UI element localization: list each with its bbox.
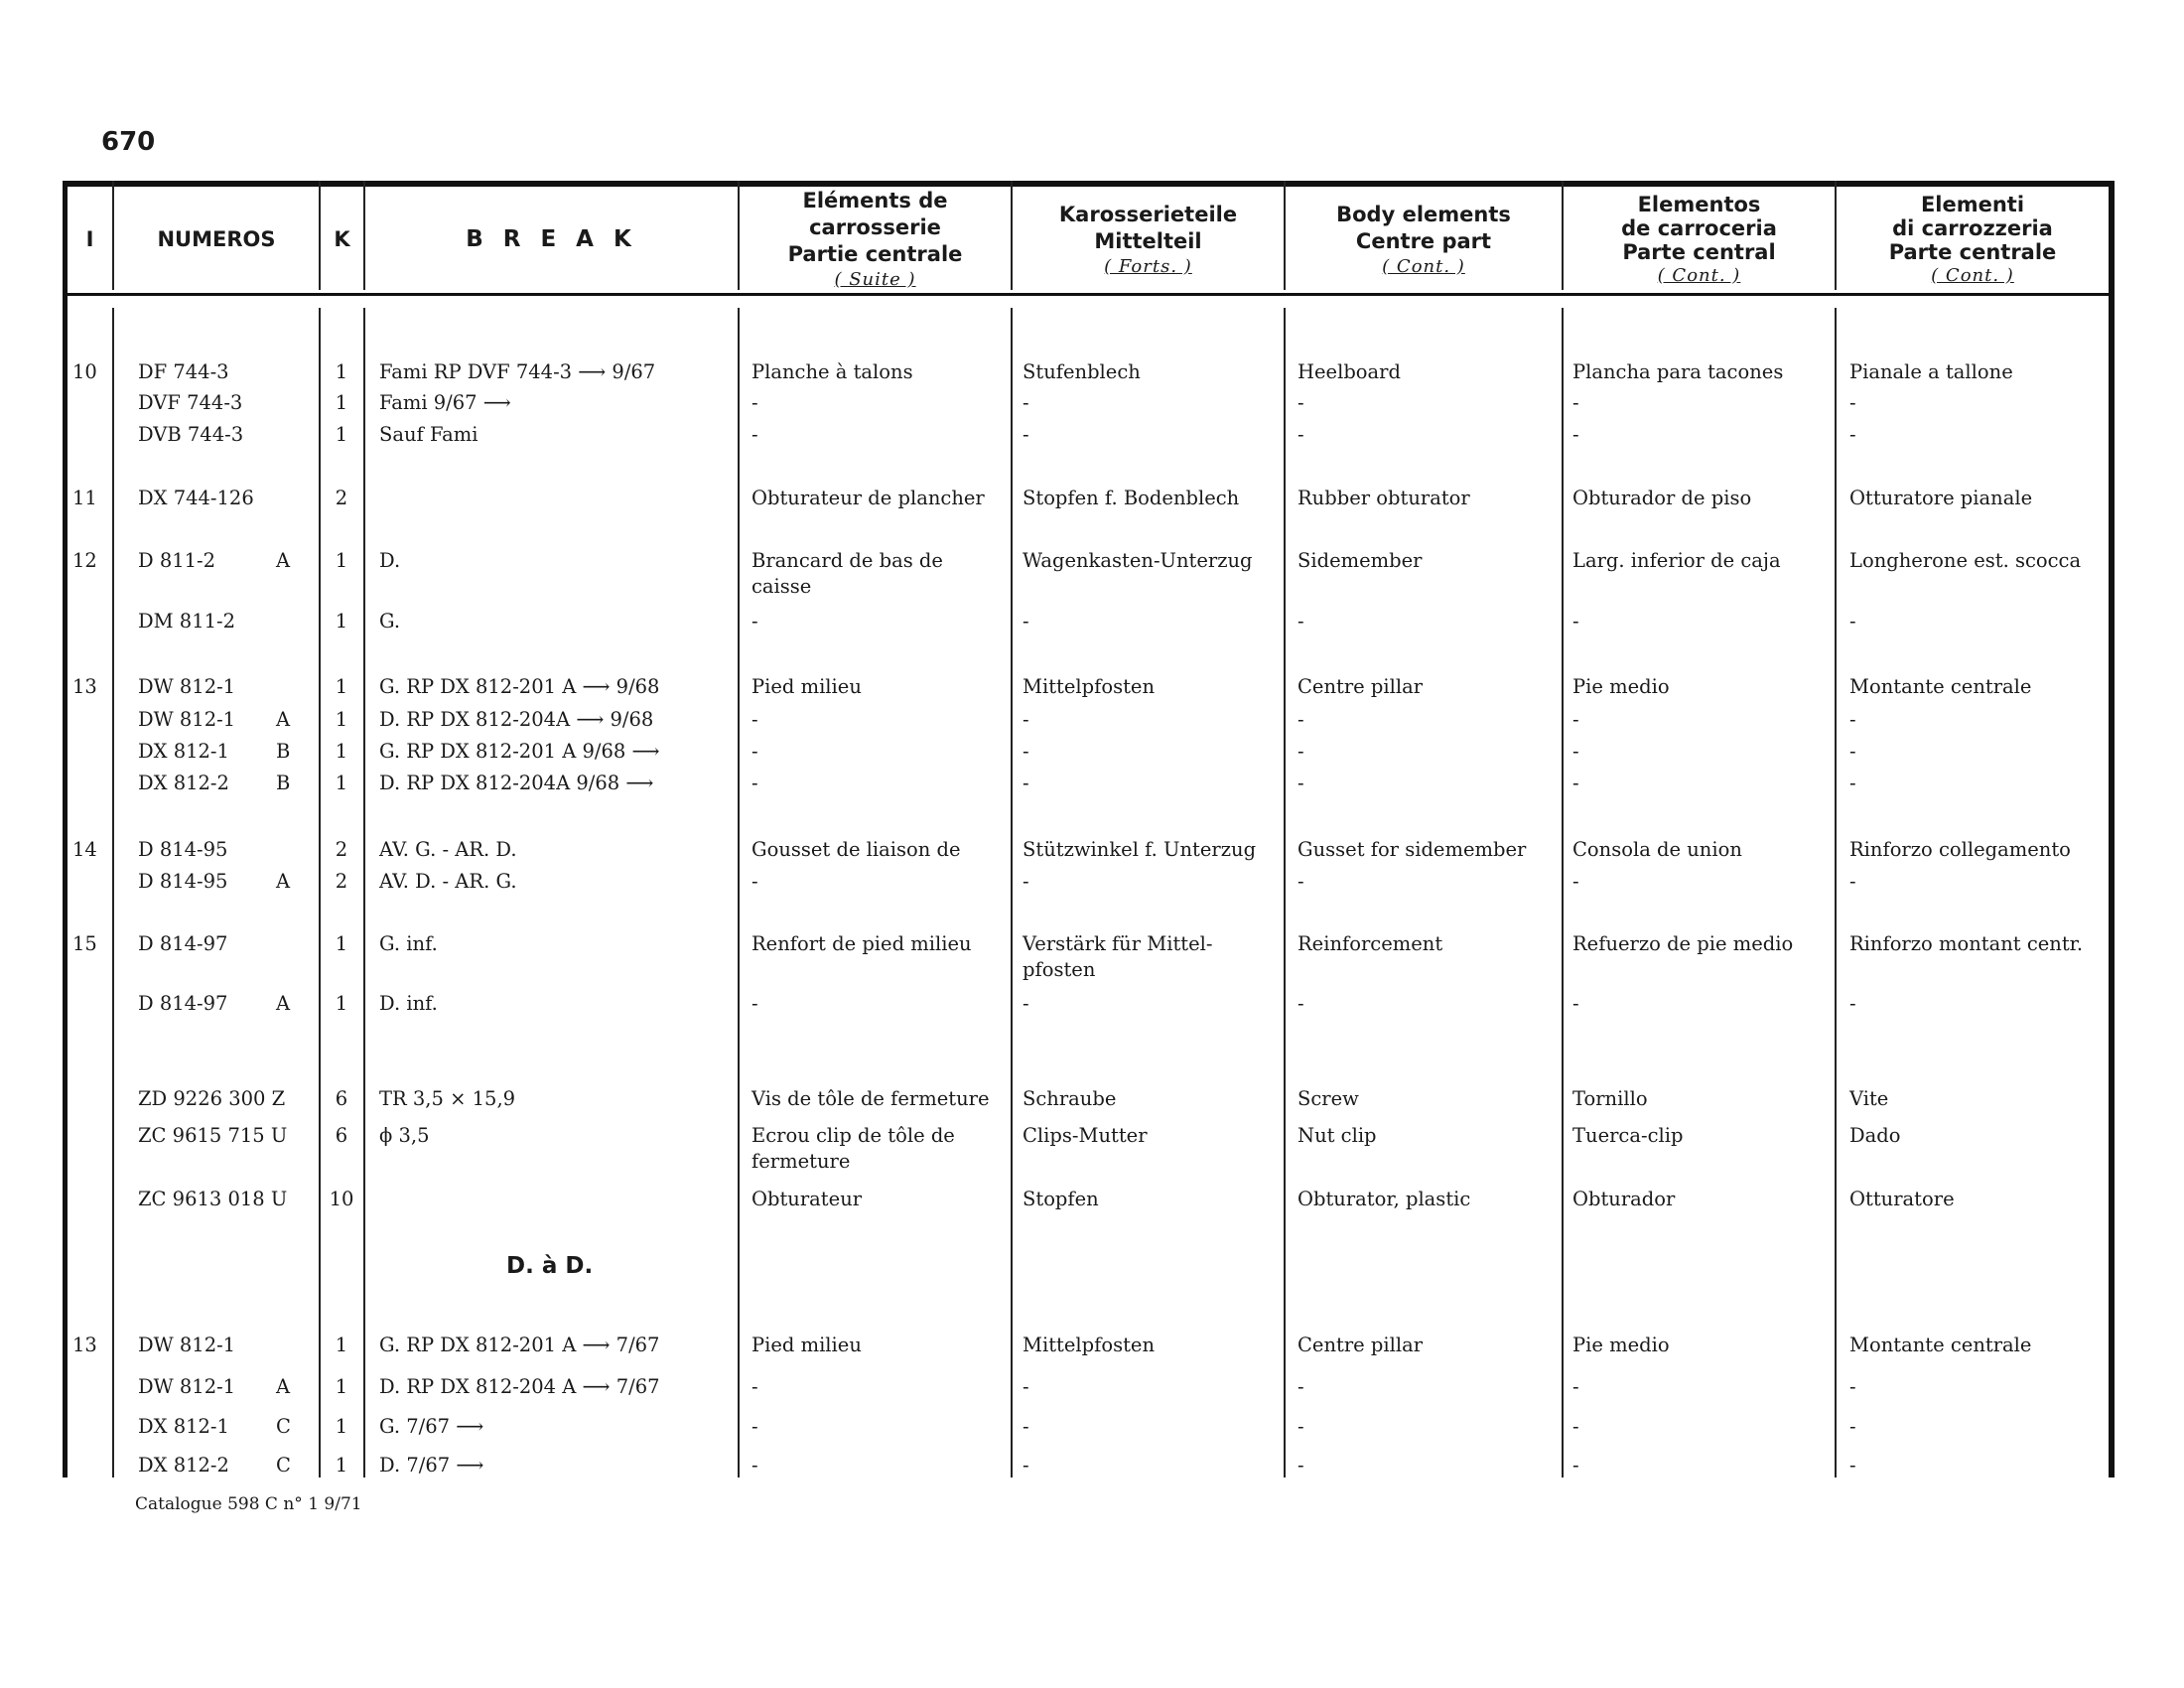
header-italian: [1837, 187, 2109, 293]
cell-spanish: Plancha para tacones: [1572, 360, 1784, 383]
cell-suffix: A: [276, 992, 291, 1015]
cell-k: 2: [335, 838, 348, 861]
cell-german: Schraube: [1023, 1087, 1117, 1110]
cell-english: -: [1297, 772, 1304, 794]
cell-italian: -: [1849, 423, 1856, 446]
cell-number: D 814-95: [138, 838, 228, 861]
cell-italian: -: [1849, 870, 1856, 893]
cell-spanish: -: [1572, 708, 1579, 731]
cell-number: DW 812-1: [138, 708, 236, 731]
cell-german: Clips-Mutter: [1023, 1124, 1148, 1147]
cell-spanish: -: [1572, 870, 1579, 893]
cell-french: Renfort de pied milieu: [751, 932, 972, 955]
cell-break: G.: [379, 610, 401, 633]
cell-k: 6: [335, 1124, 348, 1147]
cell-number: ZC 9615 715 U: [138, 1124, 288, 1147]
cell-suffix: C: [276, 1454, 291, 1477]
cell-break: ϕ 3,5: [379, 1124, 430, 1147]
cell-italian: Longherone est. scocca: [1849, 549, 2082, 572]
cell-number: DX 812-1: [138, 1415, 229, 1438]
cell-italian: -: [1849, 1454, 1856, 1477]
cell-number: DVF 744-3: [138, 391, 243, 414]
cell-k: 1: [335, 992, 348, 1015]
cell-italian: -: [1849, 1415, 1856, 1438]
cell-italian: Montante centrale: [1849, 675, 2032, 698]
col-divider: [1011, 308, 1013, 1477]
cell-k: 1: [335, 360, 348, 383]
cell-number: ZC 9613 018 U: [138, 1188, 288, 1210]
cell-number: D 814-95: [138, 870, 228, 893]
col-divider: [363, 308, 365, 1477]
col-divider: [1835, 308, 1837, 1477]
cell-german: Stopfen f. Bodenblech: [1023, 487, 1240, 509]
cell-break: AV. G. - AR. D.: [379, 838, 517, 861]
cell-french: -: [751, 772, 758, 794]
cell-german: Mittelpfosten: [1023, 1334, 1156, 1356]
cell-k: 1: [335, 708, 348, 731]
section-title: D. à D.: [506, 1253, 594, 1279]
cell-german: Stufenblech: [1023, 360, 1141, 383]
header-french: [740, 187, 1011, 293]
cell-index: 12: [72, 549, 97, 572]
cell-spanish: Refuerzo de pie medio: [1572, 932, 1794, 955]
cell-french: -: [751, 1454, 758, 1477]
cell-break: Sauf Fami: [379, 423, 478, 446]
header-italian-line3: Parte centrale: [1888, 239, 2057, 264]
cell-suffix: B: [276, 740, 291, 763]
header-english-line1: Body elements: [1336, 202, 1511, 226]
cell-english: -: [1297, 423, 1304, 446]
cell-german: -: [1023, 610, 1029, 633]
cell-italian: -: [1849, 740, 1856, 763]
cell-spanish: -: [1572, 740, 1579, 763]
header-k: K: [334, 227, 350, 251]
cell-suffix: A: [276, 549, 291, 572]
header-break: B R E A K: [466, 226, 637, 252]
table-left-border: [63, 181, 68, 1477]
cell-number: DW 812-1: [138, 675, 236, 698]
cell-break: G. RP DX 812-201 A ⟶ 7/67: [379, 1334, 660, 1356]
cell-spanish: -: [1572, 1415, 1579, 1438]
cell-italian: Pianale a tallone: [1849, 360, 2013, 383]
cell-english: -: [1297, 1415, 1304, 1438]
cell-suffix: A: [276, 708, 291, 731]
cell-french: Planche à talons: [751, 360, 913, 383]
header-italian-sub: ( Cont. ): [1931, 264, 2014, 286]
cell-french: -: [751, 1415, 758, 1438]
cell-french: Obturateur de plancher: [751, 487, 985, 509]
cell-english: -: [1297, 1375, 1304, 1398]
cell-italian: Otturatore: [1849, 1188, 1955, 1210]
header-english: [1286, 187, 1562, 293]
cell-number: ZD 9226 300 Z: [138, 1087, 286, 1110]
header-german-sub: ( Forts. ): [1104, 255, 1192, 277]
cell-german: Wagenkasten-Unterzug: [1023, 549, 1253, 572]
cell-break: D.: [379, 549, 401, 572]
cell-spanish: Consola de union: [1572, 838, 1742, 861]
cell-break: Fami 9/67 ⟶: [379, 391, 511, 414]
cell-number: D 814-97: [138, 932, 228, 955]
header-spanish: [1564, 187, 1835, 293]
header-english-line2: Centre part: [1355, 228, 1492, 253]
cell-spanish: Obturador: [1572, 1188, 1676, 1210]
cell-k: 1: [335, 1334, 348, 1356]
cell-index: 11: [72, 487, 97, 509]
cell-french: Vis de tôle de fermeture: [751, 1087, 990, 1110]
cell-k: 1: [335, 772, 348, 794]
cell-spanish: Pie medio: [1572, 675, 1670, 698]
header-spanish-line2: de carroceria: [1621, 215, 1777, 240]
page-number: 670: [101, 127, 156, 157]
cell-french: Pied milieu: [751, 1334, 862, 1356]
cell-english: Heelboard: [1297, 360, 1401, 383]
cell-break: G. RP DX 812-201 A ⟶ 9/68: [379, 675, 660, 698]
cell-spanish: -: [1572, 423, 1579, 446]
header-spanish-sub: ( Cont. ): [1657, 264, 1741, 286]
header-french-sub: ( Suite ): [834, 269, 916, 290]
cell-english: Reinforcement: [1297, 932, 1443, 955]
cell-german: -: [1023, 708, 1029, 731]
cell-suffix: A: [276, 1375, 291, 1398]
cell-k: 10: [329, 1188, 354, 1210]
cell-break: D. RP DX 812-204 A ⟶ 7/67: [379, 1375, 660, 1398]
cell-italian: -: [1849, 992, 1856, 1015]
cell-spanish: Pie medio: [1572, 1334, 1670, 1356]
cell-number: D 814-97: [138, 992, 228, 1015]
cell-break: D. RP DX 812-204A 9/68 ⟶: [379, 772, 654, 794]
cell-french: -: [751, 992, 758, 1015]
cell-german: -: [1023, 740, 1029, 763]
cell-english: -: [1297, 1454, 1304, 1477]
cell-italian: -: [1849, 391, 1856, 414]
cell-k: 1: [335, 423, 348, 446]
cell-index: 13: [72, 675, 97, 698]
cell-number: DW 812-1: [138, 1375, 236, 1398]
header-german: [1013, 187, 1284, 293]
cell-german: Verstärk für Mittel-pfosten: [1023, 932, 1213, 981]
cell-german: -: [1023, 870, 1029, 893]
cell-number: DM 811-2: [138, 610, 236, 633]
catalogue-footer: Catalogue 598 C n° 1 9/71: [135, 1494, 362, 1514]
cell-break: D. 7/67 ⟶: [379, 1454, 484, 1477]
cell-english: Nut clip: [1297, 1124, 1377, 1147]
cell-italian: Otturatore pianale: [1849, 487, 2033, 509]
cell-english: Screw: [1297, 1087, 1359, 1110]
cell-break: G. inf.: [379, 932, 438, 955]
cell-number: DVB 744-3: [138, 423, 244, 446]
cell-k: 6: [335, 1087, 348, 1110]
cell-k: 1: [335, 675, 348, 698]
header-numeros: NUMEROS: [157, 227, 276, 251]
cell-number: DX 812-1: [138, 740, 229, 763]
cell-italian: Rinforzo montant centr.: [1849, 932, 2084, 955]
cell-french: Obturateur: [751, 1188, 863, 1210]
cell-french: -: [751, 1375, 758, 1398]
cell-spanish: -: [1572, 1375, 1579, 1398]
cell-german: -: [1023, 391, 1029, 414]
cell-break: Fami RP DVF 744-3 ⟶ 9/67: [379, 360, 656, 383]
col-divider: [738, 308, 740, 1477]
col-divider: [112, 308, 114, 1477]
cell-english: Centre pillar: [1297, 1334, 1424, 1356]
header-spanish-line1: Elementos: [1637, 192, 1761, 216]
cell-french: -: [751, 708, 758, 731]
cell-english: -: [1297, 391, 1304, 414]
cell-spanish: -: [1572, 610, 1579, 633]
cell-german: -: [1023, 772, 1029, 794]
cell-french: -: [751, 391, 758, 414]
cell-italian: -: [1849, 772, 1856, 794]
cell-spanish: Tornillo: [1572, 1087, 1648, 1110]
header-french-line1: Eléments de carrosserie: [802, 189, 948, 239]
cell-k: 2: [335, 487, 348, 509]
cell-number: DW 812-1: [138, 1334, 236, 1356]
cell-french: -: [751, 423, 758, 446]
cell-spanish: -: [1572, 1454, 1579, 1477]
cell-french: Brancard de bas de caisse: [751, 549, 943, 598]
cell-italian: -: [1849, 708, 1856, 731]
cell-number: D 811-2: [138, 549, 216, 572]
cell-spanish: -: [1572, 992, 1579, 1015]
header-rule: [63, 293, 2114, 296]
cell-index: 10: [72, 360, 97, 383]
cell-italian: -: [1849, 1375, 1856, 1398]
cell-english: -: [1297, 740, 1304, 763]
header-german-line2: Mittelteil: [1094, 228, 1202, 253]
cell-index: 15: [72, 932, 97, 955]
cell-italian: Montante centrale: [1849, 1334, 2032, 1356]
header-index: I: [85, 227, 94, 251]
cell-spanish: -: [1572, 391, 1579, 414]
cell-english: -: [1297, 610, 1304, 633]
cell-italian: Vite: [1849, 1087, 1889, 1110]
cell-english: Sidemember: [1297, 549, 1423, 572]
cell-break: TR 3,5 × 15,9: [379, 1087, 516, 1110]
col-divider: [1284, 308, 1286, 1477]
cell-break: G. RP DX 812-201 A 9/68 ⟶: [379, 740, 660, 763]
cell-spanish: -: [1572, 772, 1579, 794]
cell-k: 1: [335, 610, 348, 633]
cell-french: -: [751, 740, 758, 763]
cell-suffix: A: [276, 870, 291, 893]
cell-german: Mittelpfosten: [1023, 675, 1156, 698]
cell-k: 2: [335, 870, 348, 893]
cell-spanish: Obturador de piso: [1572, 487, 1752, 509]
cell-german: -: [1023, 1375, 1029, 1398]
cell-break: AV. D. - AR. G.: [379, 870, 517, 893]
cell-french: -: [751, 610, 758, 633]
header-french-line2: Partie centrale: [787, 242, 963, 266]
cell-number: DF 744-3: [138, 360, 229, 383]
cell-english: -: [1297, 992, 1304, 1015]
cell-k: 1: [335, 549, 348, 572]
cell-french: Ecrou clip de tôle de fermeture: [751, 1124, 955, 1173]
cell-german: Stützwinkel f. Unterzug: [1023, 838, 1257, 861]
cell-italian: Rinforzo collegamento: [1849, 838, 2071, 861]
col-divider: [1562, 308, 1564, 1477]
cell-suffix: B: [276, 772, 291, 794]
cell-number: DX 812-2: [138, 1454, 229, 1477]
cell-k: 1: [335, 1415, 348, 1438]
col-divider: [319, 308, 321, 1477]
cell-k: 1: [335, 1375, 348, 1398]
cell-k: 1: [335, 1454, 348, 1477]
cell-english: -: [1297, 870, 1304, 893]
cell-english: Rubber obturator: [1297, 487, 1470, 509]
cell-break: G. 7/67 ⟶: [379, 1415, 484, 1438]
cell-english: Gusset for sidemember: [1297, 838, 1527, 861]
cell-german: -: [1023, 1415, 1029, 1438]
cell-english: -: [1297, 708, 1304, 731]
cell-number: DX 744-126: [138, 487, 254, 509]
header-italian-line2: di carrozzeria: [1892, 215, 2053, 240]
cell-suffix: C: [276, 1415, 291, 1438]
header-italian-line1: Elementi: [1920, 192, 2025, 216]
cell-german: Stopfen: [1023, 1188, 1099, 1210]
cell-index: 14: [72, 838, 97, 861]
cell-english: Centre pillar: [1297, 675, 1424, 698]
cell-k: 1: [335, 932, 348, 955]
header-english-sub: ( Cont. ): [1382, 255, 1465, 277]
cell-french: Gousset de liaison de: [751, 838, 961, 861]
cell-french: Pied milieu: [751, 675, 862, 698]
cell-spanish: Tuerca-clip: [1572, 1124, 1684, 1147]
cell-k: 1: [335, 740, 348, 763]
cell-german: -: [1023, 423, 1029, 446]
cell-english: Obturator, plastic: [1297, 1188, 1471, 1210]
header-spanish-line3: Parte central: [1622, 239, 1776, 264]
cell-french: -: [751, 870, 758, 893]
cell-k: 1: [335, 391, 348, 414]
cell-italian: -: [1849, 610, 1856, 633]
cell-break: D. RP DX 812-204A ⟶ 9/68: [379, 708, 654, 731]
parts-table: [63, 181, 2114, 1477]
cell-break: D. inf.: [379, 992, 438, 1015]
cell-index: 13: [72, 1334, 97, 1356]
cell-italian: Dado: [1849, 1124, 1901, 1147]
cell-number: DX 812-2: [138, 772, 229, 794]
header-german-line1: Karosserieteile: [1058, 202, 1238, 226]
cell-spanish: Larg. inferior de caja: [1572, 549, 1781, 572]
cell-german: -: [1023, 992, 1029, 1015]
cell-german: -: [1023, 1454, 1029, 1477]
